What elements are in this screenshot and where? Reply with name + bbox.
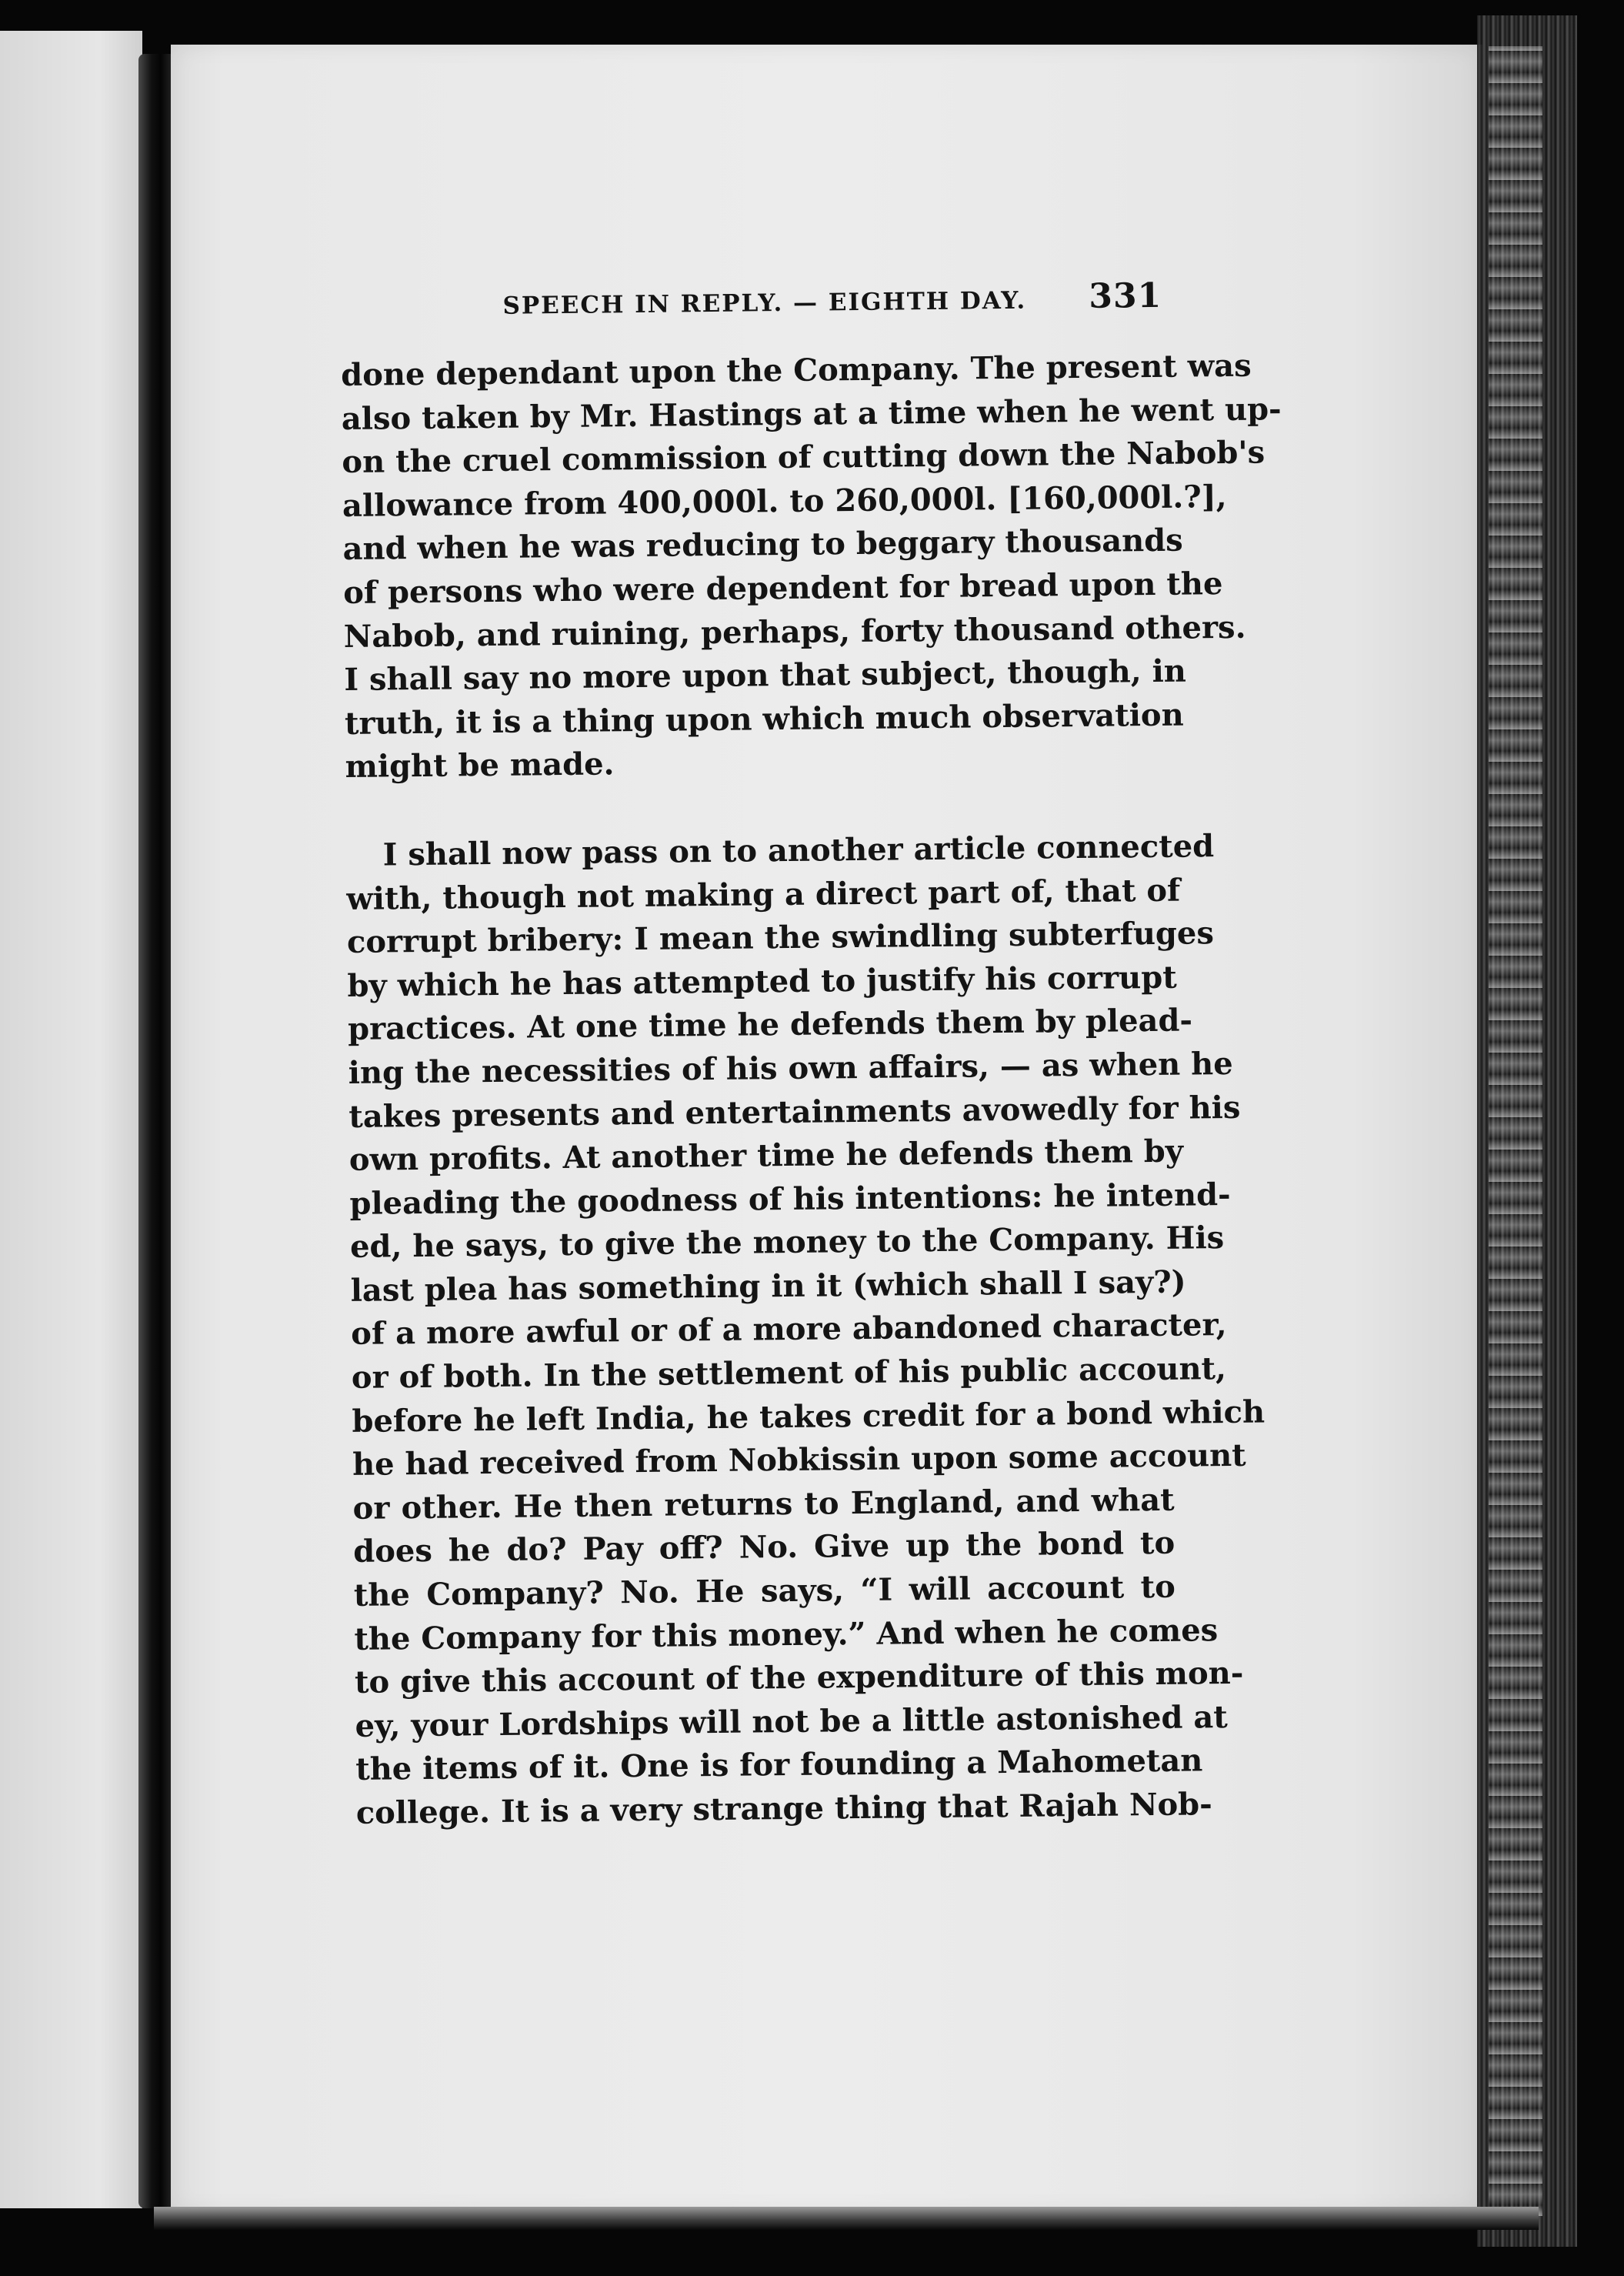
text-line: the Company for this money.” And when he comes [354, 1611, 1219, 1657]
text-line: allowance from 400,000l. to 260,000l. [160,000l.?], [342, 478, 1227, 524]
book-gutter [138, 54, 175, 2208]
facing-page-edge [0, 31, 142, 2208]
text-line: college. It is a very strange thing that Rajah Nob- [355, 1786, 1212, 1831]
text-line: with, though not making a direct part of, that of [346, 872, 1181, 917]
page-edges-highlight [1489, 46, 1542, 2216]
text-line: to give this account of the expenditure of this mon- [354, 1655, 1244, 1701]
text-line: the Company? No. He says, “I will account to [353, 1568, 1176, 1614]
text-line: done dependant upon the Company. The present was [340, 347, 1252, 393]
text-line: and when he was reducing to beggary thousands [342, 522, 1183, 568]
text-line: also taken by Mr. Hastings at a time when he went up- [341, 390, 1282, 437]
text-line: the items of it. One is for founding a Mahometan [355, 1742, 1203, 1788]
text-line: practices. At one time he defends them by plead- [347, 1002, 1193, 1048]
text-line: by which he has attempted to justify his corrupt [347, 959, 1177, 1004]
running-head [340, 276, 1162, 340]
text-line: or other. He then returns to England, and what [352, 1481, 1175, 1527]
text-line: truth, it is a thing upon which much observation [344, 696, 1184, 742]
text-line: does he do? Pay off? No. Give up the bond to [353, 1525, 1175, 1570]
paragraph-2 [345, 826, 1266, 1836]
page-number: 331 [1089, 275, 1162, 316]
text-line: corrupt bribery: I mean the swindling subterfuges [346, 915, 1215, 961]
text-line: ed, he says, to give the money to the Company. His [349, 1220, 1225, 1266]
text-line: of persons who were dependent for bread upon the [342, 565, 1223, 611]
text-line: takes presents and entertainments avowedly for his [348, 1089, 1241, 1135]
text-line: pleading the goodness of his intentions: he intend- [349, 1176, 1231, 1222]
text-line: I shall now pass on to another article connected [382, 828, 1215, 873]
text-line: ing the necessities of his own affairs, — as when he [348, 1045, 1233, 1091]
text-line: might be made. [345, 746, 615, 786]
text-line: on the cruel commission of cutting down the Nabob's [342, 434, 1266, 481]
text-line: before he left India, he takes credit for a bond which [352, 1393, 1266, 1440]
text-line: I shall say no more upon that subject, though, in [344, 652, 1187, 699]
page-edge-bottom [154, 2207, 1539, 2230]
text-line: he had received from Nobkissin upon some account [352, 1437, 1246, 1483]
text-line: own profits. At another time he defends them by [348, 1133, 1184, 1179]
text-line: last plea has something in it (which shall I say?) [350, 1263, 1186, 1309]
text-line: of a more awful or of a more abandoned character, [351, 1307, 1227, 1353]
text-line: or of both. In the settlement of his public account, [351, 1350, 1227, 1396]
text-line: Nabob, and ruining, perhaps, forty thousand others. [343, 609, 1246, 655]
text-line: ey, your Lordships will not be a little astonished at [355, 1698, 1229, 1744]
page-text [340, 275, 1282, 1836]
running-title: SPEECH IN REPLY. — EIGHTH DAY. [502, 286, 1027, 320]
paragraph-1 [340, 345, 1282, 789]
